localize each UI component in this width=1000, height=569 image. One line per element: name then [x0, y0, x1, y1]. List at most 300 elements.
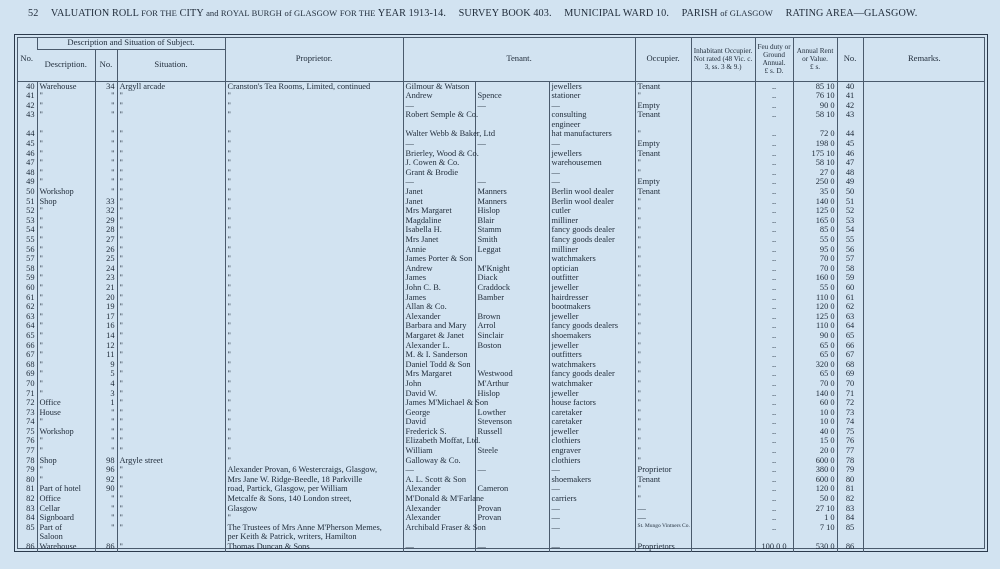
row-inhabitant [691, 293, 755, 303]
table-body [17, 81, 985, 552]
row-proprietor: " [225, 206, 403, 216]
row-annual-rent: 55 0 [793, 235, 837, 245]
row-number-right: 61 [837, 293, 863, 303]
row-situation: " [117, 331, 225, 341]
table-row [17, 341, 985, 351]
table-row [17, 197, 985, 207]
row-feu-duty: .. [755, 264, 793, 274]
row-inhabitant [691, 158, 755, 168]
row-proprietor: " [225, 456, 403, 466]
row-tenant-name: David W. [403, 389, 475, 399]
row-inhabitant [691, 446, 755, 456]
row-feu-duty: .. [755, 417, 793, 427]
row-street-number: 33 [95, 197, 117, 207]
row-proprietor: road, Partick, Glasgow, per William [225, 484, 403, 494]
row-annual-rent: 27 10 [793, 504, 837, 514]
row-remarks [863, 494, 985, 504]
row-tenant-occupation: clothiers [549, 456, 635, 466]
row-tenant-name: Brierley, Wood & Co. [403, 149, 475, 159]
row-situation: " [117, 283, 225, 293]
row-number-right: 76 [837, 436, 863, 446]
row-street-number: " [95, 427, 117, 437]
row-annual-rent: 58 10 [793, 110, 837, 120]
col-remarks: Remarks. [863, 37, 985, 81]
row-tenant-surname [475, 168, 549, 178]
row-description: " [37, 360, 95, 370]
row-street-number: 14 [95, 331, 117, 341]
row-description: " [37, 129, 95, 139]
row-description: " [37, 206, 95, 216]
row-inhabitant [691, 283, 755, 293]
row-annual-rent: 110 0 [793, 321, 837, 331]
row-tenant-name: Walter Webb & Baker, Ltd [403, 129, 475, 139]
row-street-number: " [95, 158, 117, 168]
row-annual-rent: 110 0 [793, 293, 837, 303]
row-feu-duty: .. [755, 379, 793, 389]
row-number: 78 [26, 455, 35, 465]
row-proprietor: " [225, 513, 403, 523]
row-description: House [37, 408, 95, 418]
row-tenant-name: Andrew [403, 264, 475, 274]
row-remarks [863, 235, 985, 245]
row-number-right: 48 [837, 168, 863, 178]
row-description: " [37, 389, 95, 399]
row-annual-rent: 250 0 [793, 177, 837, 187]
row-description: " [37, 436, 95, 446]
row-annual-rent: 140 0 [793, 197, 837, 207]
row-street-number: 24 [95, 264, 117, 274]
row-annual-rent: 125 0 [793, 206, 837, 216]
row-feu-duty: .. [755, 254, 793, 264]
row-occupier: " [635, 273, 691, 283]
row-tenant-occupation: jeweller [549, 283, 635, 293]
row-annual-rent: 1 0 [793, 513, 837, 523]
row-tenant-name: Alexander [403, 504, 475, 514]
row-tenant-occupation: — [549, 513, 635, 523]
row-tenant-occupation: — [549, 139, 635, 149]
row-number-right: 40 [837, 81, 863, 91]
row-tenant-name: Galloway & Co. [403, 456, 475, 466]
page-number: 52 [28, 8, 39, 19]
row-tenant-surname: Russell [475, 427, 549, 437]
row-tenant-occupation: Berlin wool dealer [549, 197, 635, 207]
table-row [17, 465, 985, 475]
row-feu-duty: .. [755, 177, 793, 187]
table-row [17, 273, 985, 283]
row-occupier: Empty [635, 139, 691, 149]
row-description: Office [37, 398, 95, 408]
row-proprietor: Thomas Duncan & Sons [225, 542, 403, 552]
row-proprietor: " [225, 187, 403, 197]
row-tenant-surname: — [475, 139, 549, 149]
row-number: 49 [26, 177, 35, 187]
row-proprietor: " [225, 341, 403, 351]
row-inhabitant [691, 379, 755, 389]
row-proprietor: " [225, 91, 403, 101]
row-number: 46 [26, 148, 35, 158]
row-annual-rent: 55 0 [793, 283, 837, 293]
row-tenant-name: Archibald Fraser & Son [403, 523, 475, 533]
row-tenant-surname: — [475, 465, 549, 475]
row-number-right: 84 [837, 513, 863, 523]
row-number-right: 47 [837, 158, 863, 168]
row-number: 40 [26, 81, 35, 91]
col-occupier: Occupier. [635, 37, 691, 81]
row-proprietor: " [225, 149, 403, 159]
row-inhabitant [691, 264, 755, 274]
row-occupier: St. Mungo Vintners Co. [635, 523, 691, 533]
row-inhabitant [691, 341, 755, 351]
row-situation: " [117, 206, 225, 216]
row-tenant-surname [475, 360, 549, 370]
row-occupier: " [635, 427, 691, 437]
row-number-right: 82 [837, 494, 863, 504]
row-annual-rent: 140 0 [793, 389, 837, 399]
row-situation: " [117, 91, 225, 101]
row-situation: " [117, 446, 225, 456]
row-situation: " [117, 245, 225, 255]
row-feu-duty [755, 120, 793, 130]
col-feu-duty: Feu duty or Ground Annual. £ s. D. [755, 37, 793, 81]
row-street-number: 4 [95, 379, 117, 389]
row-description: " [37, 341, 95, 351]
table-row [17, 177, 985, 187]
row-tenant-surname: Provan [475, 513, 549, 523]
row-feu-duty: .. [755, 369, 793, 379]
row-situation: " [117, 293, 225, 303]
row-remarks [863, 465, 985, 475]
row-feu-duty: .. [755, 494, 793, 504]
row-annual-rent: 95 0 [793, 245, 837, 255]
row-proprietor: " [225, 379, 403, 389]
row-tenant-surname: Sinclair [475, 331, 549, 341]
row-remarks [863, 331, 985, 341]
row-feu-duty: .. [755, 331, 793, 341]
row-number-right: 62 [837, 302, 863, 312]
row-description: Warehouse [37, 81, 95, 91]
row-number: 65 [26, 330, 35, 340]
row-feu-duty: .. [755, 110, 793, 120]
row-tenant-surname: Manners [475, 187, 549, 197]
page-header [28, 8, 988, 24]
row-number-right: 56 [837, 245, 863, 255]
row-number: 41 [26, 91, 35, 101]
row-street-number: " [95, 446, 117, 456]
row-occupier: Proprietors [635, 542, 691, 552]
table-row [17, 139, 985, 149]
row-situation: " [117, 465, 225, 475]
row-occupier: " [635, 360, 691, 370]
row-feu-duty: .. [755, 225, 793, 235]
row-annual-rent: 320 0 [793, 360, 837, 370]
row-inhabitant [691, 331, 755, 341]
row-remarks [863, 312, 985, 322]
row-occupier: Tenant [635, 187, 691, 197]
row-number: 59 [26, 273, 35, 283]
row-situation: " [117, 101, 225, 111]
row-tenant-occupation: warehousemen [549, 158, 635, 168]
row-occupier: " [635, 293, 691, 303]
row-feu-duty: .. [755, 302, 793, 312]
row-street-number: " [95, 417, 117, 427]
row-description: Saloon [37, 532, 95, 542]
row-tenant-name: James [403, 293, 475, 303]
row-tenant-occupation: fancy goods dealer [549, 369, 635, 379]
row-remarks [863, 398, 985, 408]
row-situation: " [117, 504, 225, 514]
row-remarks [863, 254, 985, 264]
row-number: 44 [26, 129, 35, 139]
row-street-number: 21 [95, 283, 117, 293]
table-row [17, 456, 985, 466]
row-inhabitant [691, 542, 755, 552]
row-tenant-name: Magdaline [403, 216, 475, 226]
row-number: 56 [26, 244, 35, 254]
row-tenant-surname: M'Arthur [475, 379, 549, 389]
row-annual-rent: 35 0 [793, 187, 837, 197]
row-number: 63 [26, 311, 35, 321]
row-proprietor: " [225, 129, 403, 139]
row-description: Shop [37, 197, 95, 207]
row-street-number: 86 [95, 542, 117, 552]
row-annual-rent: 10 0 [793, 408, 837, 418]
col-inhabitant-occupier: Inhabitant Occupier. Not rated (48 Vic. c. 3, ss. 3 & 9.) [691, 37, 755, 81]
row-feu-duty: .. [755, 456, 793, 466]
table-row [17, 120, 985, 130]
row-number: 51 [26, 196, 35, 206]
row-street-number: 25 [95, 254, 117, 264]
row-situation: Argyle street [117, 456, 225, 466]
row-situation: " [117, 187, 225, 197]
table-row [17, 91, 985, 101]
row-description: " [37, 158, 95, 168]
row-proprietor: " [225, 446, 403, 456]
row-annual-rent: 85 0 [793, 225, 837, 235]
row-description: Part of [37, 523, 95, 533]
row-number-right: 46 [837, 149, 863, 159]
row-tenant-name: George [403, 408, 475, 418]
row-inhabitant [691, 245, 755, 255]
row-tenant-occupation: shoemakers [549, 331, 635, 341]
row-street-number [95, 120, 117, 130]
table-row [17, 235, 985, 245]
row-remarks [863, 149, 985, 159]
row-tenant-name [403, 120, 475, 130]
row-annual-rent: 600 0 [793, 475, 837, 485]
row-feu-duty: .. [755, 523, 793, 533]
col-tenant: Tenant. [403, 37, 635, 81]
row-tenant-occupation: hat manufacturers [549, 129, 635, 139]
row-tenant-occupation: — [549, 504, 635, 514]
row-street-number: 12 [95, 341, 117, 351]
row-tenant-name: Mrs Margaret [403, 206, 475, 216]
row-street-number: 34 [95, 81, 117, 91]
row-proprietor: " [225, 245, 403, 255]
table-row [17, 484, 985, 494]
row-annual-rent: 120 0 [793, 302, 837, 312]
row-feu-duty: .. [755, 465, 793, 475]
row-annual-rent: 27 0 [793, 168, 837, 178]
row-feu-duty: .. [755, 427, 793, 437]
row-occupier: " [635, 417, 691, 427]
row-number-right [837, 120, 863, 130]
row-number: 68 [26, 359, 35, 369]
row-tenant-name: James Porter & Son [403, 254, 475, 264]
row-number-right: 44 [837, 129, 863, 139]
row-tenant-surname [475, 120, 549, 130]
row-description: Warehouse [37, 542, 95, 552]
row-tenant-occupation: — [549, 523, 635, 533]
row-tenant-surname: Manners [475, 197, 549, 207]
row-number: 50 [26, 187, 35, 197]
row-proprietor: " [225, 273, 403, 283]
row-inhabitant [691, 81, 755, 91]
row-inhabitant [691, 216, 755, 226]
row-tenant-name: William [403, 446, 475, 456]
row-street-number: 23 [95, 273, 117, 283]
row-street-number: " [95, 436, 117, 446]
table-row [17, 532, 985, 542]
row-feu-duty: .. [755, 187, 793, 197]
row-situation [117, 120, 225, 130]
row-annual-rent: 70 0 [793, 254, 837, 264]
row-description: " [37, 168, 95, 178]
row-proprietor: " [225, 158, 403, 168]
row-annual-rent: 10 0 [793, 417, 837, 427]
row-description: " [37, 101, 95, 111]
row-proprietor: " [225, 197, 403, 207]
row-inhabitant [691, 302, 755, 312]
row-tenant-surname: Diack [475, 273, 549, 283]
row-number: 74 [26, 417, 35, 427]
row-tenant-name: James M'Michael & Son [403, 398, 475, 408]
row-number: 73 [26, 407, 35, 417]
row-inhabitant [691, 465, 755, 475]
row-tenant-surname: Hislop [475, 206, 549, 216]
row-feu-duty: .. [755, 389, 793, 399]
row-occupier: " [635, 398, 691, 408]
row-inhabitant [691, 369, 755, 379]
row-tenant-occupation: jeweller [549, 427, 635, 437]
table-row [17, 475, 985, 485]
row-proprietor: " [225, 283, 403, 293]
row-street-number: " [95, 494, 117, 504]
table-row [17, 129, 985, 139]
row-tenant-name: Frederick S. [403, 427, 475, 437]
row-remarks [863, 504, 985, 514]
row-annual-rent: 125 0 [793, 312, 837, 322]
row-situation: " [117, 513, 225, 523]
row-annual-rent: 530 0 [793, 542, 837, 552]
row-number: 55 [26, 235, 35, 244]
row-inhabitant [691, 91, 755, 101]
row-remarks [863, 101, 985, 111]
row-number-right: 53 [837, 216, 863, 226]
row-occupier: " [635, 341, 691, 351]
row-proprietor: " [225, 360, 403, 370]
row-inhabitant [691, 360, 755, 370]
row-number: 70 [26, 378, 35, 388]
row-number: 69 [26, 369, 35, 379]
table-row [17, 350, 985, 360]
row-description: " [37, 465, 95, 475]
row-tenant-occupation: watchmakers [549, 360, 635, 370]
row-remarks [863, 436, 985, 446]
row-tenant-name: — [403, 101, 475, 111]
row-tenant-occupation: — [549, 101, 635, 111]
row-street-number: 20 [95, 293, 117, 303]
row-number: 48 [26, 167, 35, 177]
row-number: 42 [26, 100, 35, 110]
row-feu-duty: .. [755, 341, 793, 351]
row-tenant-occupation: bootmakers [549, 302, 635, 312]
row-tenant-occupation: engineer [549, 120, 635, 130]
row-tenant-occupation: milliner [549, 216, 635, 226]
row-situation: " [117, 389, 225, 399]
row-inhabitant [691, 532, 755, 542]
row-street-number: " [95, 168, 117, 178]
row-tenant-occupation: hairdresser [549, 293, 635, 303]
row-remarks [863, 81, 985, 91]
table-row [17, 110, 985, 120]
municipal-ward: MUNICIPAL WARD 10. [564, 8, 669, 19]
row-tenant-occupation: — [549, 177, 635, 187]
row-tenant-surname: M'Knight [475, 264, 549, 274]
row-inhabitant [691, 206, 755, 216]
row-description: " [37, 369, 95, 379]
row-tenant-surname: Provan [475, 504, 549, 514]
table-row [17, 398, 985, 408]
row-occupier: " [635, 168, 691, 178]
row-tenant-surname: Smith [475, 235, 549, 245]
row-feu-duty: .. [755, 216, 793, 226]
row-remarks [863, 110, 985, 120]
row-tenant-occupation: optician [549, 264, 635, 274]
table-row [17, 254, 985, 264]
row-situation: " [117, 235, 225, 245]
row-situation: " [117, 523, 225, 533]
row-situation: " [117, 494, 225, 504]
row-inhabitant [691, 398, 755, 408]
row-tenant-occupation: carriers [549, 494, 635, 504]
row-remarks [863, 197, 985, 207]
row-situation: " [117, 484, 225, 494]
row-street-number: 1 [95, 398, 117, 408]
row-tenant-name: — [403, 465, 475, 475]
row-street-number: 5 [95, 369, 117, 379]
row-occupier [635, 532, 691, 542]
row-number-right: 77 [837, 446, 863, 456]
row-feu-duty: .. [755, 273, 793, 283]
row-occupier: " [635, 331, 691, 341]
row-number: 62 [26, 302, 35, 312]
row-description: Signboard [37, 513, 95, 523]
row-remarks [863, 513, 985, 523]
row-number: 77 [26, 446, 35, 456]
row-annual-rent: 90 0 [793, 101, 837, 111]
table-row [17, 331, 985, 341]
row-tenant-name: Mrs Janet [403, 235, 475, 245]
table-row [17, 427, 985, 437]
row-feu-duty: .. [755, 197, 793, 207]
row-tenant-name: — [403, 177, 475, 187]
row-situation: " [117, 302, 225, 312]
row-tenant-name: Alexander [403, 312, 475, 322]
row-situation: " [117, 341, 225, 351]
row-inhabitant [691, 389, 755, 399]
row-number-right: 43 [837, 110, 863, 120]
row-description: " [37, 91, 95, 101]
